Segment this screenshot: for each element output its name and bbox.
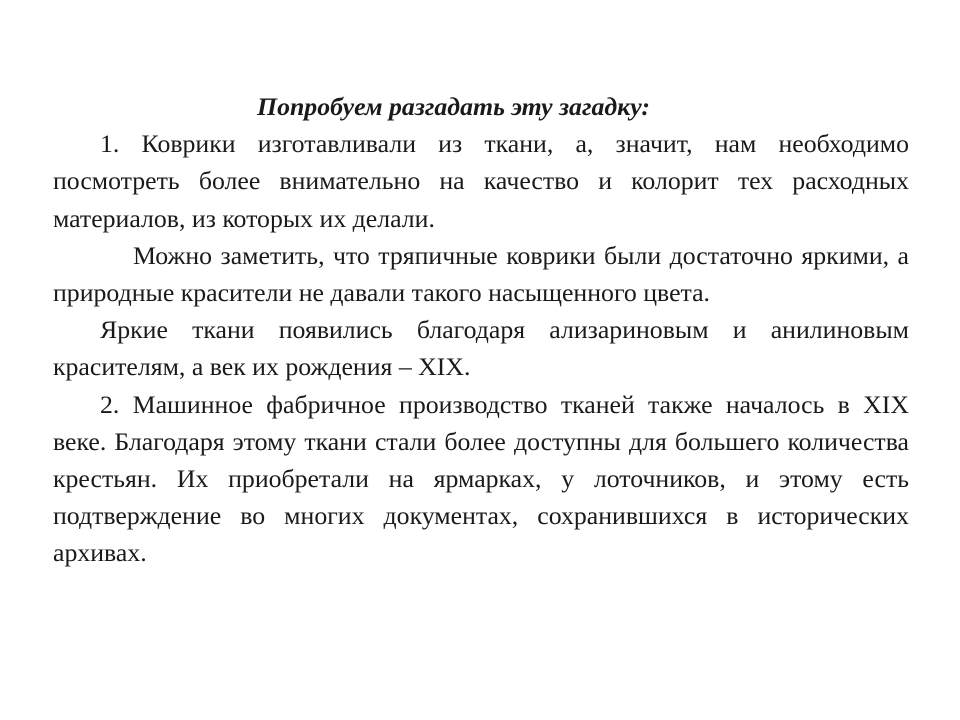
paragraph-3: Яркие ткани появились благодаря ализариновым и анилиновым красителям, а век их рождения – XIX. — [53, 315, 909, 382]
paragraph-4: 2. Машинное фабричное производство тканей также началось в XIX веке. Благодаря этому ткани стали более доступны для большего количества крестьян. Их приобретали на ярмарках, у лоточников, и этому есть подтверждение во многих документах, сохранившихся в исторических архивах. — [53, 389, 909, 568]
paragraph-1: 1. Коврики изготавливали из ткани, а, значит, нам необходимо посмотреть более внимательно на качество и колорит тех расходных материалов, из которых их делали. — [53, 129, 909, 233]
slide-heading: Попробуем разгадать эту загадку: — [257, 92, 650, 121]
slide-body — [53, 88, 909, 572]
paragraph-2: Можно заметить, что тряпичные коврики были достаточно яркими, а природные красители не давали такого насыщенного цвета. — [53, 240, 909, 308]
